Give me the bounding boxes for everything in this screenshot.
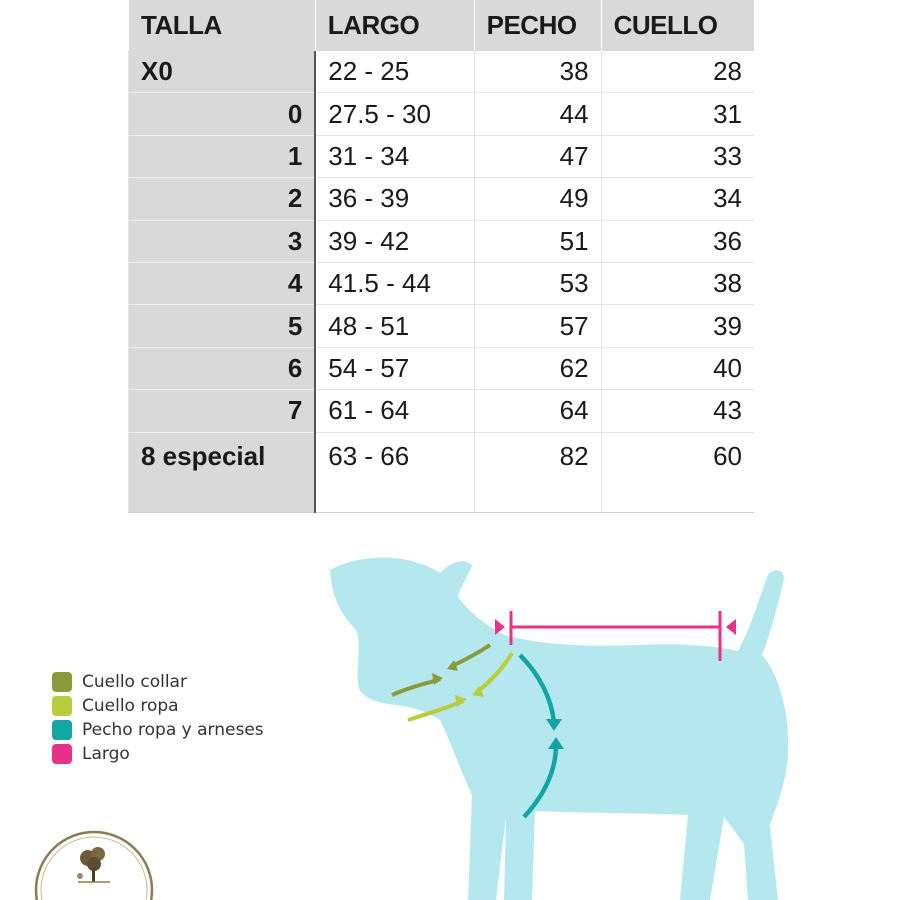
legend-label: Cuello collar [82,672,187,692]
cell-largo: 63 - 66 [315,432,474,512]
cell-cuello: 40 [601,347,754,389]
cell-pecho: 49 [474,178,601,220]
cell-pecho: 82 [474,432,601,512]
table-row [129,262,755,304]
cell-talla: X0 [129,51,316,93]
legend-label: Largo [82,744,130,764]
legend-label: Cuello ropa [82,696,179,716]
table-row [129,93,755,135]
table-header-row [129,0,755,51]
cell-pecho: 38 [474,51,601,93]
dog-silhouette [330,558,788,900]
legend-swatch-lime [52,696,72,716]
size-table [128,0,754,513]
table-row [129,390,755,432]
header-largo: LARGO [315,0,474,51]
cell-pecho: 62 [474,347,601,389]
table-row [129,305,755,347]
cell-talla: 7 [129,390,316,432]
dog-measurement-illustration [300,545,860,900]
cell-cuello: 33 [601,135,754,177]
measurement-legend [52,670,264,766]
header-pecho: PECHO [474,0,601,51]
legend-item-cuello-ropa [52,694,264,718]
table-row [129,51,755,93]
legend-swatch-pink [52,744,72,764]
cell-cuello: 34 [601,178,754,220]
cell-talla: 3 [129,220,316,262]
legend-label: Pecho ropa y arneses [82,720,264,740]
cell-talla: 8 especial [129,432,316,512]
table-row [129,135,755,177]
table-row [129,347,755,389]
cell-pecho: 53 [474,262,601,304]
table-row [129,220,755,262]
cell-pecho: 64 [474,390,601,432]
legend-swatch-teal [52,720,72,740]
brand-logo-tree-icon [34,828,154,900]
cell-pecho: 51 [474,220,601,262]
cell-cuello: 39 [601,305,754,347]
table-row [129,432,755,512]
cell-talla: 5 [129,305,316,347]
cell-largo: 27.5 - 30 [315,93,474,135]
arrowhead-pink-right [726,619,736,635]
cell-largo: 54 - 57 [315,347,474,389]
cell-largo: 61 - 64 [315,390,474,432]
cell-cuello: 43 [601,390,754,432]
cell-cuello: 31 [601,93,754,135]
cell-talla: 4 [129,262,316,304]
header-cuello: CUELLO [601,0,754,51]
table-row [129,178,755,220]
cell-cuello: 38 [601,262,754,304]
legend-item-pecho [52,718,264,742]
cell-cuello: 28 [601,51,754,93]
cell-talla: 1 [129,135,316,177]
cell-cuello: 60 [601,432,754,512]
cell-largo: 22 - 25 [315,51,474,93]
cell-pecho: 44 [474,93,601,135]
cell-largo: 48 - 51 [315,305,474,347]
cell-pecho: 47 [474,135,601,177]
legend-item-cuello-collar [52,670,264,694]
cell-pecho: 57 [474,305,601,347]
legend-item-largo [52,742,264,766]
cell-talla: 0 [129,93,316,135]
legend-swatch-olive [52,672,72,692]
cell-largo: 41.5 - 44 [315,262,474,304]
cell-talla: 2 [129,178,316,220]
cell-largo: 39 - 42 [315,220,474,262]
header-talla: TALLA [129,0,316,51]
cell-cuello: 36 [601,220,754,262]
cell-largo: 36 - 39 [315,178,474,220]
cell-talla: 6 [129,347,316,389]
cell-largo: 31 - 34 [315,135,474,177]
